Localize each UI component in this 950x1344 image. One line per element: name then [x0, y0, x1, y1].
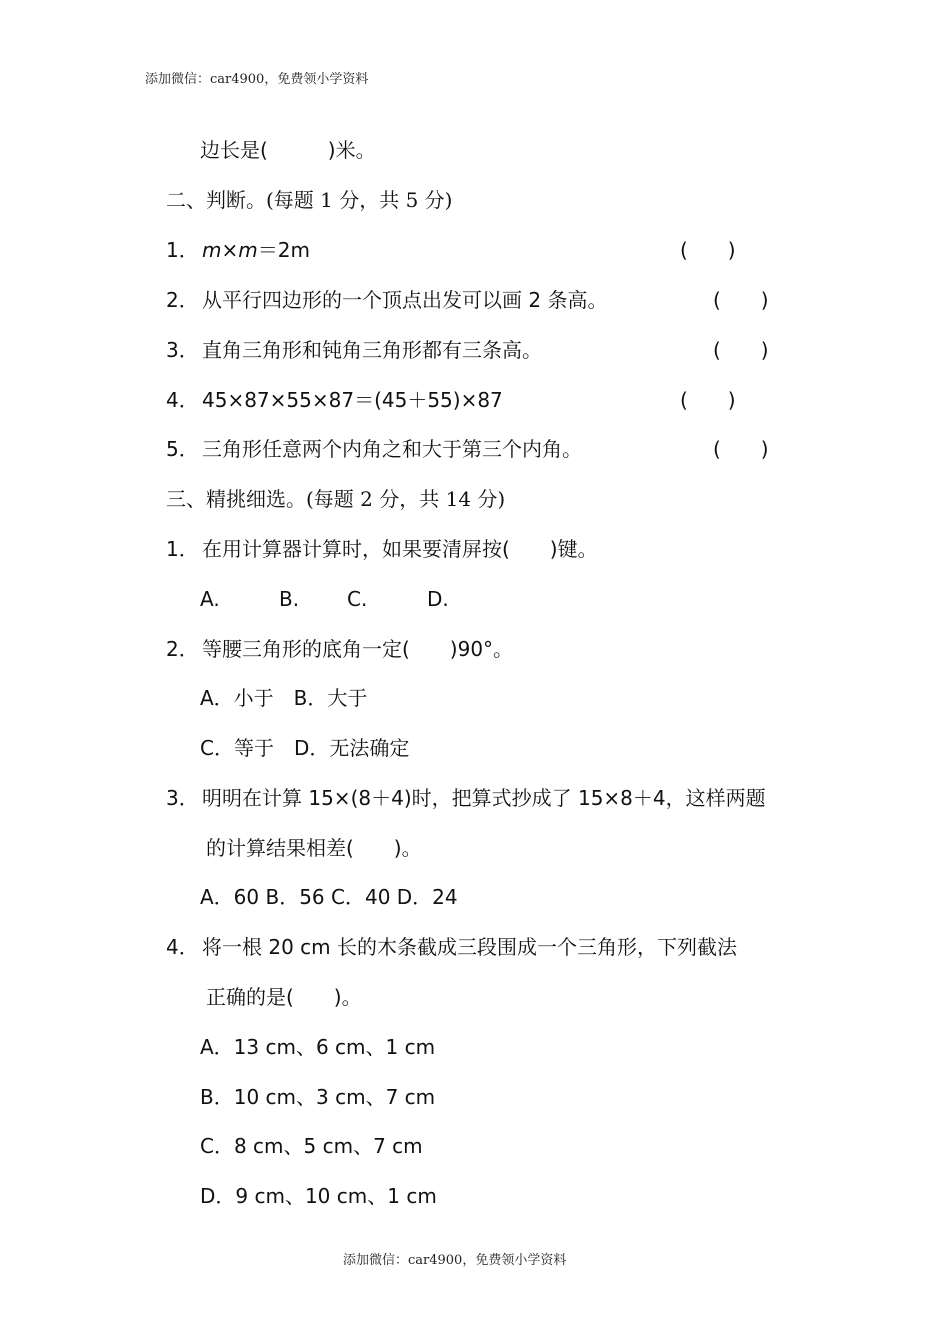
item-text: 三角形任意两个内角之和大于第三个内角。 — [202, 437, 582, 461]
choice-question-3 — [166, 786, 766, 810]
choice-1-option-c[interactable]: C. — [347, 587, 368, 611]
item-text: 从平行四边形的一个顶点出发可以画 2 条高。 — [202, 288, 608, 312]
item-number: 4． — [166, 388, 199, 412]
question-text: 将一根 20 cm 长的木条截成三段围成一个三角形，下列截法 — [202, 935, 737, 959]
choice-question-2 — [166, 637, 513, 661]
item-number: 4． — [166, 935, 199, 959]
judge-item-2 — [166, 288, 607, 312]
item-number: 1． — [166, 537, 199, 561]
choice-3-options[interactable]: A．60 B．56 C．40 D．24 — [200, 885, 458, 909]
equals-sign: ＝ — [257, 238, 278, 262]
item-number: 5． — [166, 437, 199, 461]
choice-question-3-continuation: 的计算结果相差( )。 — [206, 836, 422, 860]
choice-question-1 — [166, 537, 598, 561]
judge-item-1 — [166, 238, 310, 262]
footer-note: 添加微信：car4900，免费领小学资料 — [343, 1253, 567, 1268]
previous-question-continuation: 边长是( )米。 — [200, 138, 376, 162]
choice-4-option-b[interactable]: B．10 cm、3 cm、7 cm — [200, 1085, 436, 1109]
answer-bracket-2[interactable]: ( ) — [713, 288, 769, 312]
choice-2-options-row-1[interactable]: A．小于 B．大于 — [200, 686, 368, 710]
question-text: 在用计算器计算时，如果要清屏按( )键。 — [202, 537, 598, 561]
answer-bracket-5[interactable]: ( ) — [713, 437, 769, 461]
variable-m: m — [202, 238, 222, 262]
item-number: 2． — [166, 288, 199, 312]
choice-4-option-c[interactable]: C．8 cm、5 cm、7 cm — [200, 1134, 423, 1158]
times-sign: × — [221, 238, 239, 262]
choice-2-options-row-2[interactable]: C．等于 D．无法确定 — [200, 736, 410, 760]
section-3-title: 三、精挑细选。(每题 2 分，共 14 分) — [166, 487, 506, 511]
choice-question-4 — [166, 935, 737, 959]
choice-4-option-d[interactable]: D．9 cm、10 cm、1 cm — [200, 1184, 437, 1208]
answer-bracket-3[interactable]: ( ) — [713, 338, 769, 362]
choice-1-option-a[interactable]: A. — [200, 587, 220, 611]
item-number: 3． — [166, 786, 199, 810]
choice-1-option-b[interactable]: B. — [279, 587, 300, 611]
item-text: 45×87×55×87＝(45＋55)×87 — [202, 388, 503, 412]
choice-1-option-d[interactable]: D. — [427, 587, 449, 611]
question-text: 明明在计算 15×(8＋4)时，把算式抄成了 15×8＋4，这样两题 — [202, 786, 766, 810]
choice-question-4-continuation: 正确的是( )。 — [206, 985, 362, 1009]
judge-item-5 — [166, 437, 582, 461]
judge-item-3 — [166, 338, 542, 362]
item-text: 直角三角形和钝角三角形都有三条高。 — [202, 338, 542, 362]
question-text: 等腰三角形的底角一定( )90°。 — [202, 637, 514, 661]
section-2-title: 二、判断。(每题 1 分，共 5 分) — [166, 188, 453, 212]
variable-m: m — [238, 238, 258, 262]
answer-bracket-4[interactable]: ( ) — [680, 388, 736, 412]
item-text: 2m — [277, 238, 310, 262]
judge-item-4 — [166, 388, 503, 412]
item-number: 1． — [166, 238, 199, 262]
item-number: 2． — [166, 637, 199, 661]
header-note: 添加微信：car4900，免费领小学资料 — [145, 72, 369, 87]
choice-4-option-a[interactable]: A．13 cm、6 cm、1 cm — [200, 1035, 436, 1059]
item-number: 3． — [166, 338, 199, 362]
answer-bracket-1[interactable]: ( ) — [680, 238, 736, 262]
